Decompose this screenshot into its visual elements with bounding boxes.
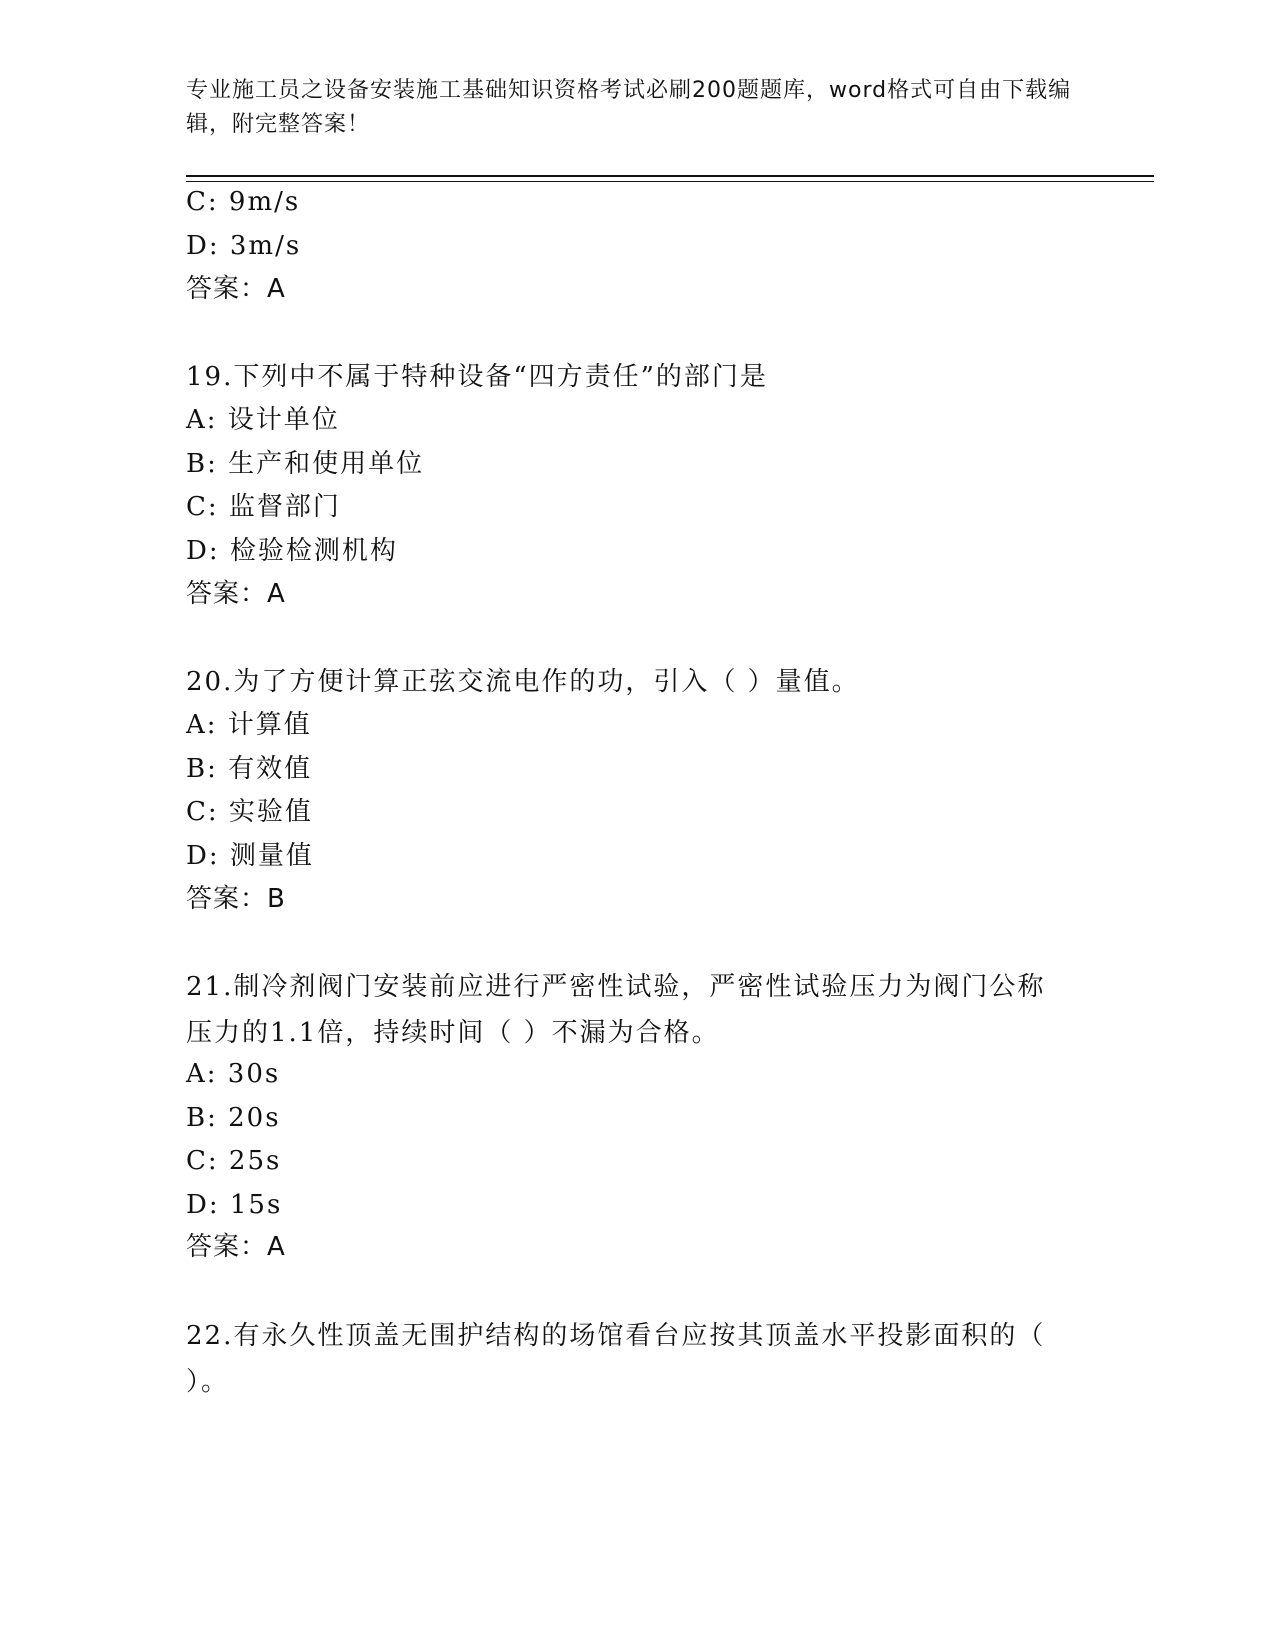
question-20-option-d: D: 测量值	[186, 841, 314, 871]
question-19-option-d: D: 检验检测机构	[186, 536, 398, 566]
question-21-stem: 21.制冷剂阀门安装前应进行严密性试验，严密性试验压力为阀门公称压力的1.1倍，持续时间（ ）不漏为合格。	[186, 972, 1046, 1048]
prev-answer: 答案：A	[186, 274, 286, 304]
question-20-option-c: C: 实验值	[186, 797, 313, 827]
question-19-answer: 答案：A	[186, 579, 286, 609]
question-21-option-a: A: 30s	[186, 1059, 281, 1089]
question-21-answer: 答案：A	[186, 1232, 286, 1262]
question-21-option-b: B: 20s	[186, 1103, 281, 1133]
question-20-option-a: A: 计算值	[186, 710, 312, 740]
question-19-option-a: A: 设计单位	[186, 405, 340, 435]
header-rule-thin	[186, 181, 1154, 182]
question-22-stem: 22.有永久性顶盖无围护结构的场馆看台应按其顶盖水平投影面积的（ ）。	[186, 1321, 1046, 1397]
prev-option-c: C: 9m/s	[186, 187, 301, 217]
question-21-option-d: D: 15s	[186, 1190, 283, 1220]
question-20-answer: 答案：B	[186, 884, 286, 914]
question-19-option-c: C: 监督部门	[186, 492, 341, 522]
prev-option-d: D: 3m/s	[186, 231, 302, 261]
question-20-stem: 20.为了方便计算正弦交流电作的功，引入（ ）量值。	[186, 667, 860, 697]
question-19-stem: 19.下列中不属于特种设备“四方责任”的部门是	[186, 362, 768, 392]
header-rule-thick	[186, 175, 1154, 177]
question-19-option-b: B: 生产和使用单位	[186, 449, 425, 479]
document-header: 专业施工员之设备安装施工基础知识资格考试必刷200题题库，word格式可自由下载编辑，附完整答案！	[186, 78, 1072, 137]
question-21-option-c: C: 25s	[186, 1146, 282, 1176]
question-20-option-b: B: 有效值	[186, 754, 313, 784]
